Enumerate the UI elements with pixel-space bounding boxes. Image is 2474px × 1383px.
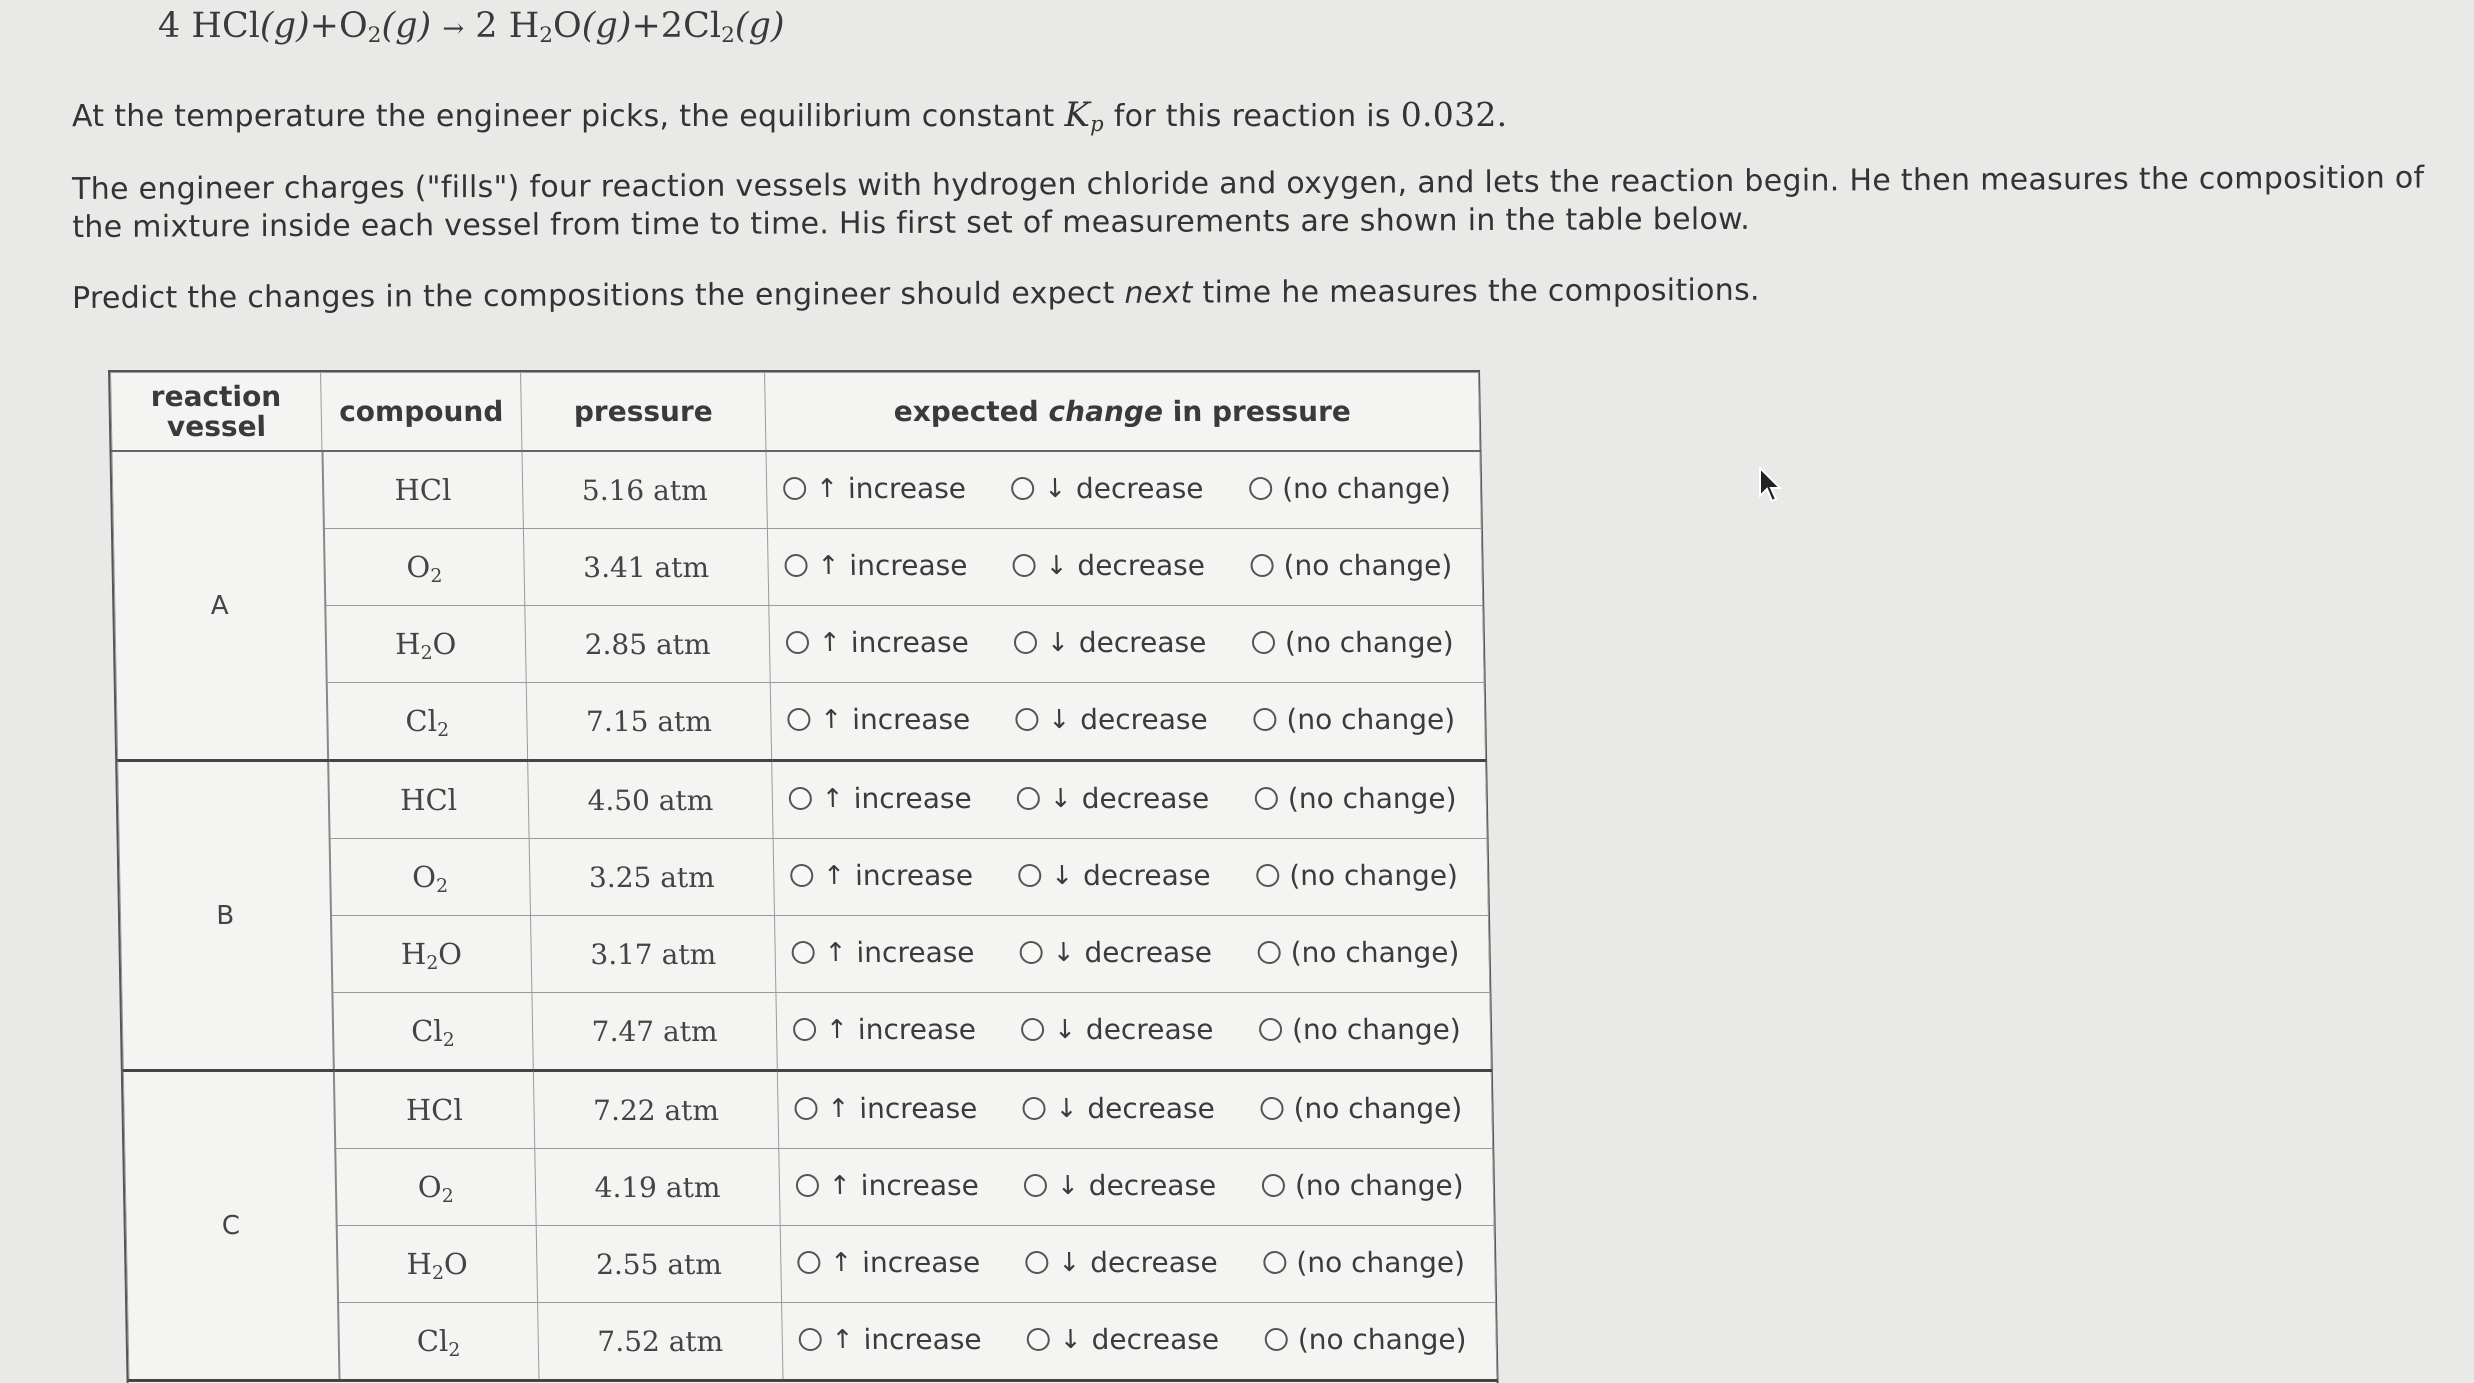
option-decrease[interactable] [1018,859,1211,892]
arrow-up-icon: ↑ [818,627,842,658]
radio-button[interactable] [1256,864,1279,887]
composition-table [108,370,1499,1383]
radio-button[interactable] [1257,941,1280,964]
option-label: decrease [1075,472,1204,505]
header-compound: compound [321,373,522,452]
arrow-down-icon: ↓ [1053,1014,1077,1045]
arrow-up-icon: ↑ [822,860,846,891]
compound-cell: $H_2O$ [336,1226,537,1303]
option-label: decrease [1089,1246,1218,1279]
option-nochange[interactable] [1253,703,1455,736]
radio-button[interactable] [1027,1328,1050,1351]
option-label: increase [847,472,967,505]
radio-button[interactable] [1262,1174,1285,1197]
option-label: (no change) [1286,703,1456,736]
change-options-cell [769,606,1484,683]
arrow-up-icon: ↑ [824,937,847,968]
pressure-cell: 7.22 atm [533,1071,778,1149]
change-options-cell [780,1226,1495,1303]
arrow-up-icon: ↑ [820,704,843,735]
option-increase[interactable] [783,472,966,505]
pressure-cell: 4.50 atm [528,761,773,839]
radio-button[interactable] [1025,1251,1048,1274]
option-label: decrease [1091,1323,1220,1356]
arrow-up-icon: ↑ [817,550,840,581]
arrow-down-icon: ↓ [1050,860,1074,891]
option-label: increase [861,1246,981,1279]
option-label: (no change) [1290,936,1460,969]
option-decrease[interactable] [1019,936,1212,969]
option-label: decrease [1077,549,1206,582]
option-label: increase [851,703,971,736]
change-options-cell [766,451,1481,529]
option-nochange[interactable] [1252,626,1454,659]
option-nochange[interactable] [1250,549,1452,582]
radio-button[interactable] [794,1097,817,1120]
pressure-cell: 2.85 atm [525,606,770,683]
radio-button[interactable] [1253,708,1276,731]
change-options-cell [776,993,1491,1071]
radio-button[interactable] [1019,941,1042,964]
compound-cell: HCl [322,451,523,529]
radio-button[interactable] [1015,708,1038,731]
option-nochange[interactable] [1257,936,1459,969]
radio-button[interactable] [1011,477,1034,500]
prediction-prompt: Predict the changes in the compositions the engineer should expect next time he measures the compositions. [72,272,1760,316]
pressure-cell: 3.25 atm [529,839,774,916]
option-label: (no change) [1291,1013,1462,1046]
option-decrease[interactable] [1025,1246,1218,1279]
option-nochange[interactable] [1249,472,1451,505]
change-options-cell [770,683,1485,761]
option-increase[interactable] [797,1246,980,1279]
option-increase[interactable] [796,1169,979,1202]
mouse-cursor-icon [1758,466,1784,504]
compound-cell: $Cl_2$ [332,993,533,1071]
radio-button[interactable] [1252,631,1275,654]
option-nochange[interactable] [1256,859,1458,892]
option-increase[interactable] [784,549,967,582]
change-options-cell [779,1149,1494,1226]
arrow-up-icon: ↑ [815,473,839,504]
arrow-down-icon: ↓ [1049,783,1072,814]
reaction-arrow: → [442,14,465,44]
radio-button[interactable] [784,554,807,577]
option-label: increase [853,782,972,815]
arrow-down-icon: ↓ [1052,937,1075,968]
compound-cell: $O_2$ [335,1149,536,1226]
arrow-down-icon: ↓ [1046,627,1070,658]
option-increase[interactable] [787,703,970,736]
radio-button[interactable] [790,864,813,887]
radio-button[interactable] [1012,554,1035,577]
pressure-cell: 3.41 atm [523,529,768,606]
option-increase[interactable] [786,626,969,659]
radio-button[interactable] [796,1174,819,1197]
compound-cell: HCl [333,1071,534,1149]
compound-cell: $Cl_2$ [338,1303,539,1381]
radio-button[interactable] [1263,1251,1286,1274]
option-label: increase [860,1169,980,1202]
option-decrease[interactable] [1015,703,1208,736]
option-nochange[interactable] [1262,1169,1464,1202]
radio-button[interactable] [1022,1097,1045,1120]
radio-button[interactable] [1259,1018,1282,1041]
header-reaction-vessel: reaction vessel [111,373,322,452]
radio-button[interactable] [1250,554,1273,577]
radio-button[interactable] [797,1251,820,1274]
option-label: (no change) [1293,1092,1463,1125]
compound-cell: $O_2$ [329,839,530,916]
kp-symbol: $K_p$ [1064,95,1104,136]
option-label: (no change) [1297,1323,1467,1356]
option-decrease[interactable] [1017,782,1210,815]
change-options-cell [782,1303,1497,1381]
pressure-cell: 7.15 atm [526,683,771,761]
radio-button[interactable] [1018,864,1041,887]
option-label: decrease [1088,1169,1217,1202]
option-label: decrease [1085,1013,1214,1046]
radio-button[interactable] [1021,1018,1044,1041]
radio-button[interactable] [793,1018,816,1041]
arrow-down-icon: ↓ [1048,704,1071,735]
arrow-up-icon: ↑ [831,1324,854,1355]
option-nochange[interactable] [1263,1246,1465,1279]
option-label: increase [856,936,975,969]
option-increase[interactable] [789,782,972,815]
radio-button[interactable] [787,708,810,731]
option-label: increase [863,1323,982,1356]
compound-cell: $H_2O$ [325,606,526,683]
option-nochange[interactable] [1260,1092,1462,1125]
arrow-up-icon: ↑ [830,1247,853,1278]
radio-button[interactable] [799,1328,822,1351]
pressure-cell: 3.17 atm [530,916,775,993]
option-increase[interactable] [794,1092,977,1125]
radio-button[interactable] [1260,1097,1283,1120]
pressure-cell: 7.47 atm [532,993,777,1071]
radio-button[interactable] [1024,1174,1047,1197]
option-label: (no change) [1281,472,1452,505]
arrow-down-icon: ↓ [1059,1324,1082,1355]
arrow-down-icon: ↓ [1045,550,1068,581]
option-decrease[interactable] [1024,1169,1217,1202]
option-increase[interactable] [791,936,974,969]
option-label: (no change) [1283,549,1453,582]
option-label: increase [859,1092,978,1125]
arrow-down-icon: ↓ [1056,1170,1080,1201]
arrow-up-icon: ↑ [821,783,844,814]
equilibrium-constant-text: At the temperature the engineer picks, the equilibrium constant $K_p$ for this reaction is 0.032. [72,95,1508,136]
option-label: decrease [1084,936,1213,969]
header-pressure: pressure [521,373,766,452]
description-text: The engineer charges ("fills") four reaction vessels with hydrogen chloride and oxygen, and lets the reaction begin. He then measures the composition of the mixture inside each vessel from time to time. His first set of measurements are shown in the table below. [72,160,2425,245]
radio-button[interactable] [1249,477,1272,500]
arrow-down-icon: ↓ [1058,1247,1081,1278]
radio-button[interactable] [1017,787,1040,810]
compound-cell: $Cl_2$ [326,683,527,761]
pressure-cell: 4.19 atm [535,1149,780,1226]
change-options-cell [772,761,1487,839]
compound-cell: $O_2$ [323,529,524,606]
pressure-cell: 2.55 atm [536,1226,781,1303]
table-row [123,1071,1492,1149]
option-increase[interactable] [790,859,973,892]
arrow-down-icon: ↓ [1055,1093,1078,1124]
option-decrease[interactable] [1014,626,1207,659]
option-increase[interactable] [798,1323,981,1356]
table-row [112,451,1481,529]
change-options-cell [777,1071,1492,1149]
option-label: increase [857,1013,977,1046]
change-options-cell [774,916,1489,993]
option-decrease[interactable] [1021,1013,1214,1046]
radio-button[interactable] [789,787,812,810]
option-label: increase [854,859,974,892]
header-expected-change: expected change in pressure [765,373,1480,452]
change-options-cell [773,839,1488,916]
radio-button[interactable] [786,631,809,654]
vessel-label: C [123,1071,339,1381]
option-label: (no change) [1284,626,1454,659]
option-label: (no change) [1296,1246,1466,1279]
option-label: decrease [1082,859,1211,892]
radio-button[interactable] [1014,631,1037,654]
radio-button[interactable] [1265,1328,1288,1351]
option-decrease[interactable] [1022,1092,1215,1125]
option-nochange[interactable] [1255,782,1457,815]
arrow-up-icon: ↑ [825,1014,849,1045]
compound-cell: $H_2O$ [330,916,531,993]
vessel-label: B [118,761,334,1071]
arrow-up-icon: ↑ [828,1170,852,1201]
pressure-cell: 7.52 atm [538,1303,783,1381]
change-options-cell [767,529,1482,606]
option-nochange[interactable] [1259,1013,1461,1046]
table-header-row [111,373,1480,452]
option-label: decrease [1081,782,1210,815]
vessel-label: A [112,451,328,761]
option-decrease[interactable] [1011,472,1204,505]
option-label: increase [850,626,970,659]
radio-button[interactable] [783,477,806,500]
option-label: (no change) [1288,859,1459,892]
arrow-up-icon: ↑ [827,1093,850,1124]
option-label: (no change) [1287,782,1457,815]
option-label: decrease [1078,626,1207,659]
option-label: increase [849,549,968,582]
pressure-cell: 5.16 atm [522,451,767,529]
option-increase[interactable] [793,1013,976,1046]
radio-button[interactable] [791,941,814,964]
option-decrease[interactable] [1026,1323,1219,1356]
option-nochange[interactable] [1264,1323,1466,1356]
option-label: (no change) [1294,1169,1464,1202]
option-label: decrease [1079,703,1209,736]
arrow-down-icon: ↓ [1043,473,1067,504]
reaction-equation: 4 $HCl(g)+O_2(g) \to 2$ $H_2O(g)+2Cl_2(g)$ [158,6,785,48]
option-label: decrease [1087,1092,1216,1125]
compound-cell: HCl [328,761,529,839]
radio-button[interactable] [1255,787,1278,810]
option-decrease[interactable] [1012,549,1205,582]
table-row [118,761,1487,839]
